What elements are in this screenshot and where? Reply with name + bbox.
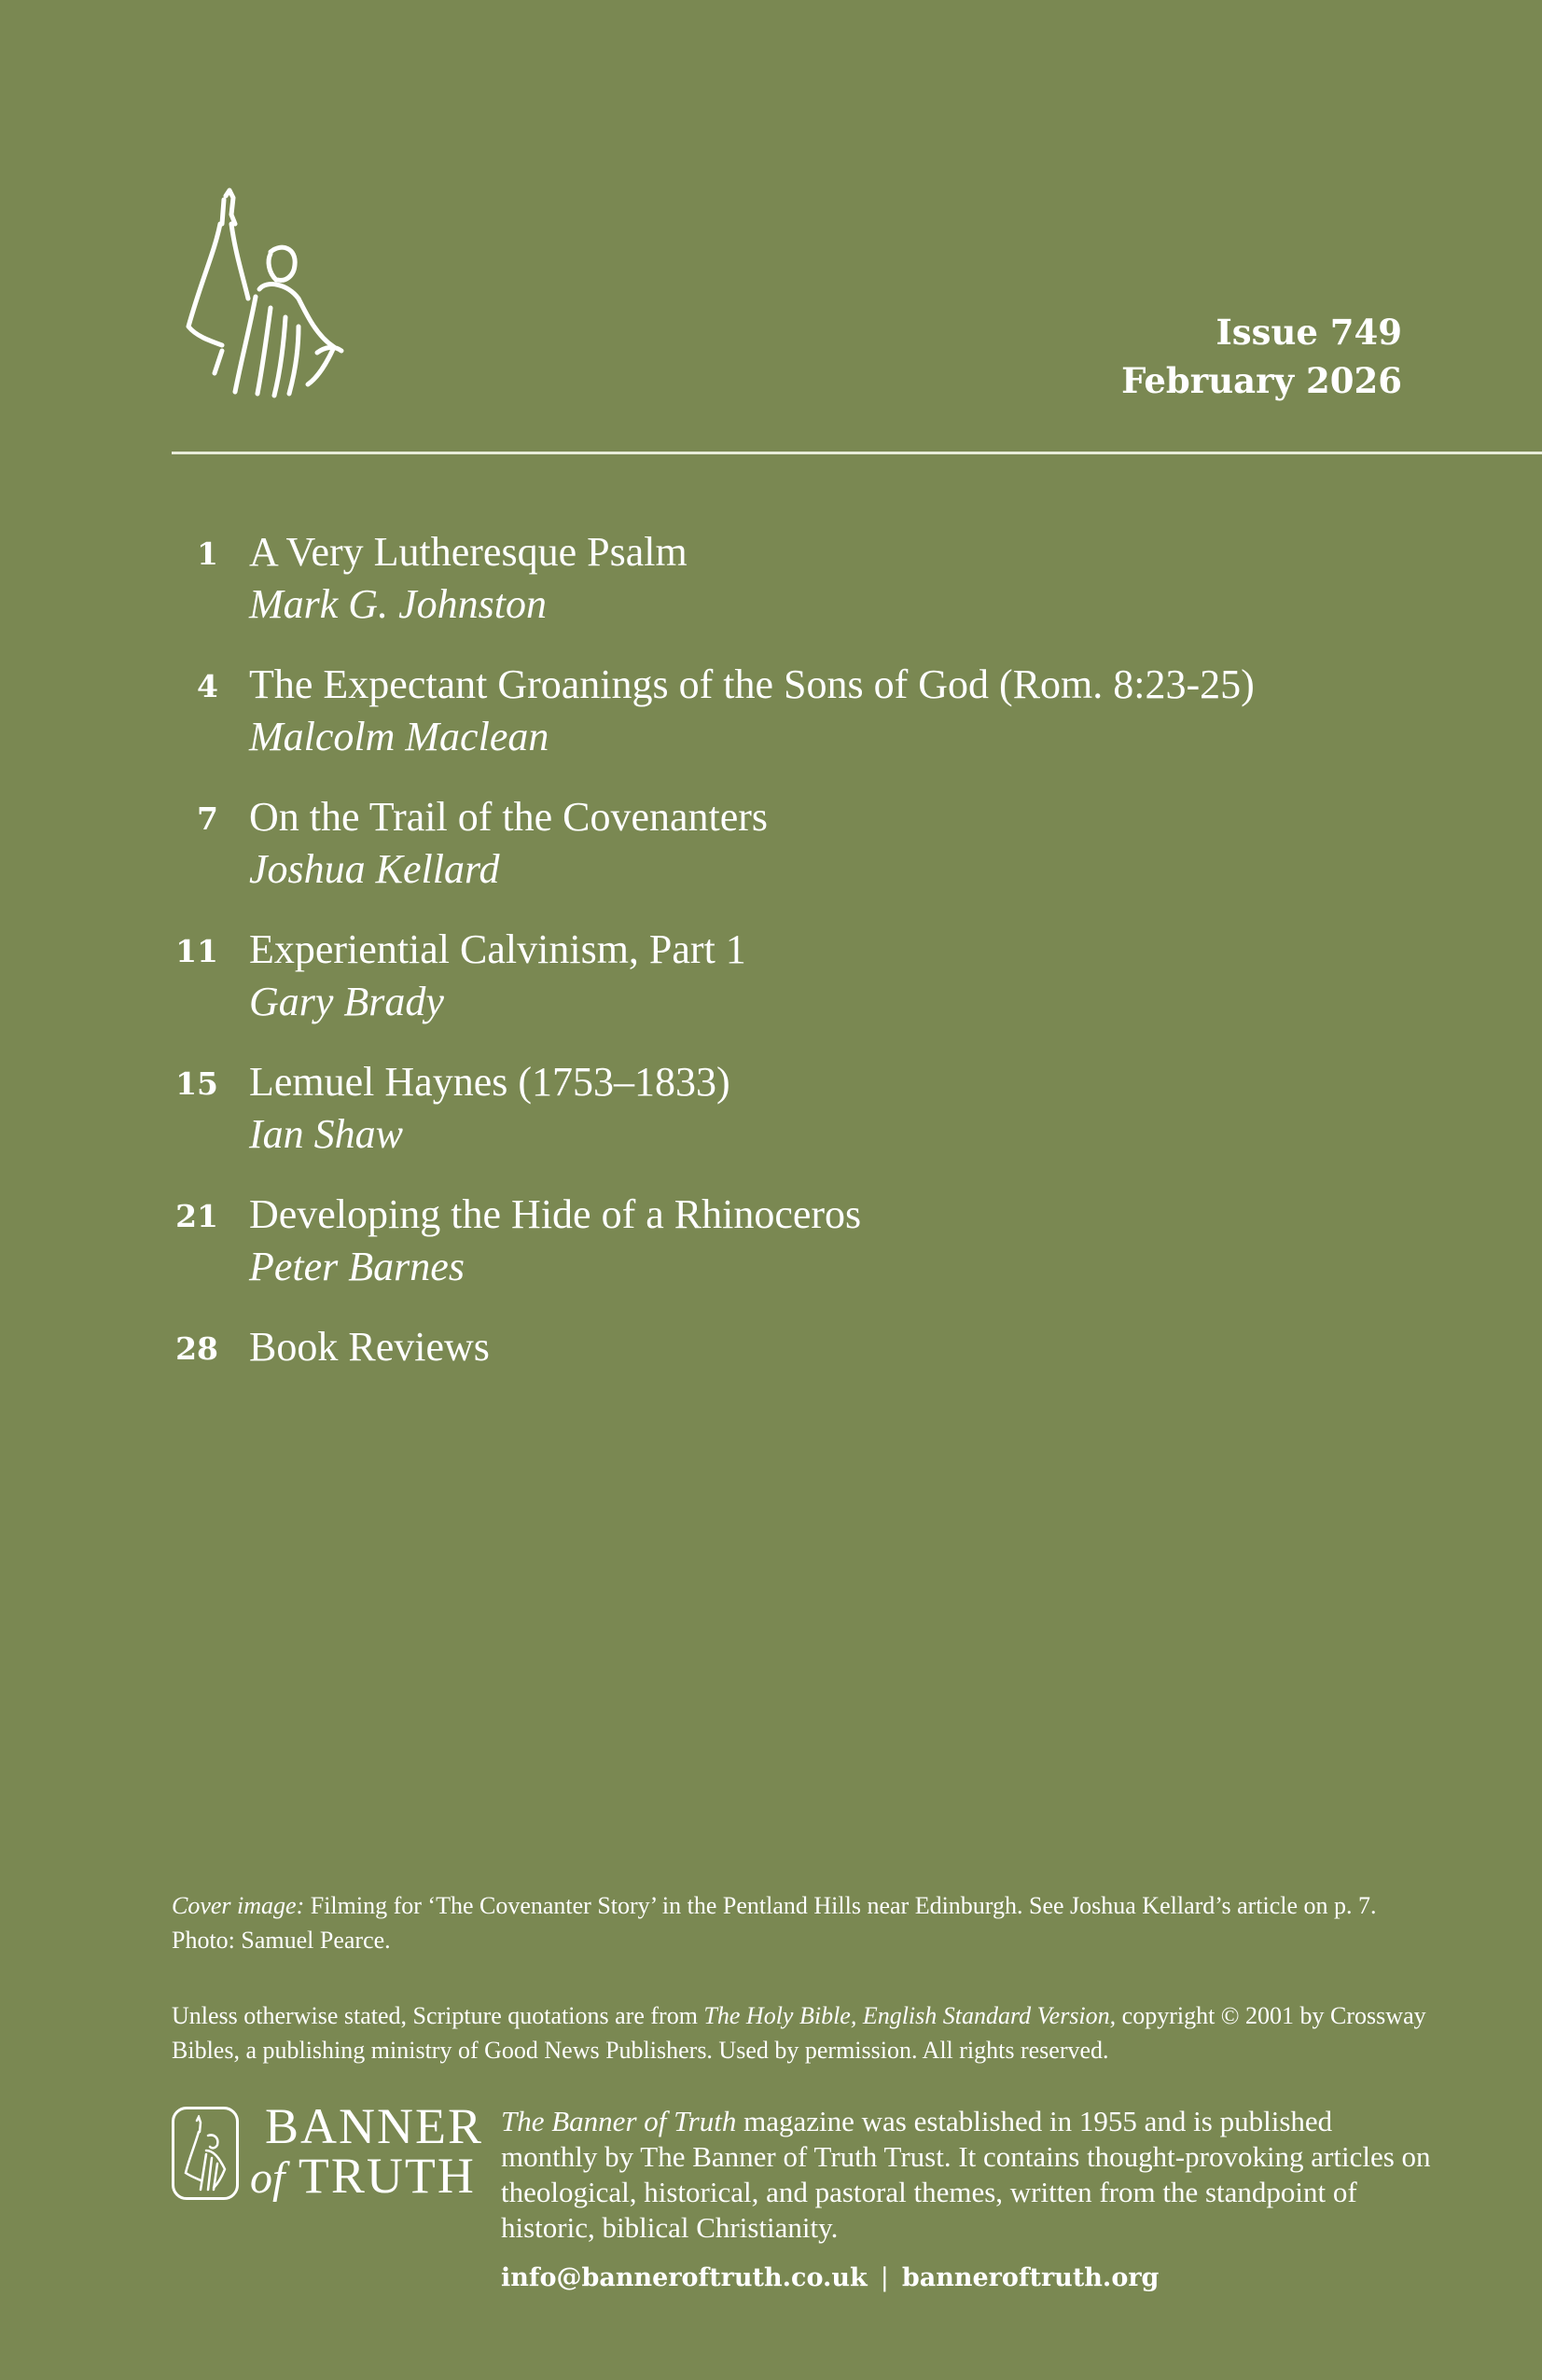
contact-separator: |: [880, 2263, 889, 2292]
toc-page-number: 1: [197, 536, 218, 572]
toc-entry[interactable]: [0, 924, 1542, 1028]
toc-page-number: 4: [197, 668, 218, 704]
toc-author: Ian Shaw: [249, 1111, 403, 1157]
banner-of-truth-logo: [172, 2098, 489, 2206]
toc-title: Book Reviews: [249, 1324, 490, 1370]
scripture-post: copyright © 2001 by Crossway Bibles, a publishing ministry of Good News Publishers. Used by permission. All rights reserved.: [172, 2002, 1426, 2064]
toc-author: Malcolm Maclean: [249, 714, 549, 759]
toc-entry[interactable]: [0, 659, 1542, 763]
table-of-contents: [0, 526, 1542, 1401]
toc-page-number: 28: [175, 1330, 218, 1367]
toc-entry[interactable]: [0, 791, 1542, 896]
scripture-notice: [172, 1998, 1436, 2067]
toc-author: Mark G. Johnston: [249, 581, 547, 627]
logo-truth-word: TRUTH: [298, 2148, 476, 2204]
toc-author: Peter Barnes: [249, 1244, 465, 1289]
toc-author: Joshua Kellard: [249, 846, 500, 892]
website-link[interactable]: banneroftruth.org: [901, 2263, 1160, 2292]
toc-page-number: 7: [197, 800, 218, 837]
toc-entry[interactable]: [0, 1056, 1542, 1161]
logo-badge-icon: [172, 2107, 239, 2200]
toc-page-number: 21: [175, 1198, 218, 1234]
scripture-bible-title: The Holy Bible, English Standard Version,: [703, 2002, 1117, 2029]
contact-line: [501, 2263, 1159, 2292]
header-divider: [172, 452, 1542, 454]
banner-figure-logo: [177, 187, 364, 401]
email-link[interactable]: info@banneroftruth.co.uk: [501, 2263, 868, 2292]
toc-title: On the Trail of the Covenanters: [249, 794, 769, 840]
toc-title: Developing the Hide of a Rhinoceros: [249, 1191, 862, 1237]
scripture-pre: Unless otherwise stated, Scripture quotations are from: [172, 2002, 698, 2029]
toc-entry[interactable]: [0, 1189, 1542, 1293]
logo-truth-line: [250, 2150, 476, 2205]
magazine-title: The Banner of Truth: [501, 2105, 737, 2137]
toc-page-number: 11: [175, 933, 218, 969]
cover-text: Filming for ‘The Covenanter Story’ in the Pentland Hills near Edinburgh. See Joshua Kellard’s article on p. 7. Photo: Samuel Pearce.: [172, 1892, 1377, 1954]
about-magazine: [501, 2104, 1434, 2246]
toc-title: Experiential Calvinism, Part 1: [249, 926, 746, 972]
cover-credit: [172, 1888, 1436, 1957]
toc-entry[interactable]: [0, 1321, 1542, 1373]
footnotes: [172, 1888, 1436, 2109]
toc-title: The Expectant Groanings of the Sons of God (Rom. 8:23-25): [249, 661, 1255, 707]
toc-title: A Very Lutheresque Psalm: [249, 529, 688, 575]
logo-of-word: of: [250, 2153, 285, 2203]
toc-page-number: 15: [175, 1065, 218, 1102]
logo-banner-word: BANNER: [265, 2098, 484, 2154]
toc-title: Lemuel Haynes (1753–1833): [249, 1059, 730, 1105]
toc-entry[interactable]: [0, 526, 1542, 631]
about-text: magazine was established in 1955 and is published monthly by The Banner of Truth Trust. It contains thought-provoking articles on theological, historical, and pastoral themes, written from the standpoint of historic, biblical Christianity.: [501, 2105, 1431, 2244]
issue-number: Issue 749: [1216, 312, 1402, 353]
toc-author: Gary Brady: [249, 979, 444, 1024]
cover-label: Cover image:: [172, 1892, 305, 1919]
issue-info: [1121, 308, 1402, 405]
issue-date: February 2026: [1121, 360, 1402, 401]
